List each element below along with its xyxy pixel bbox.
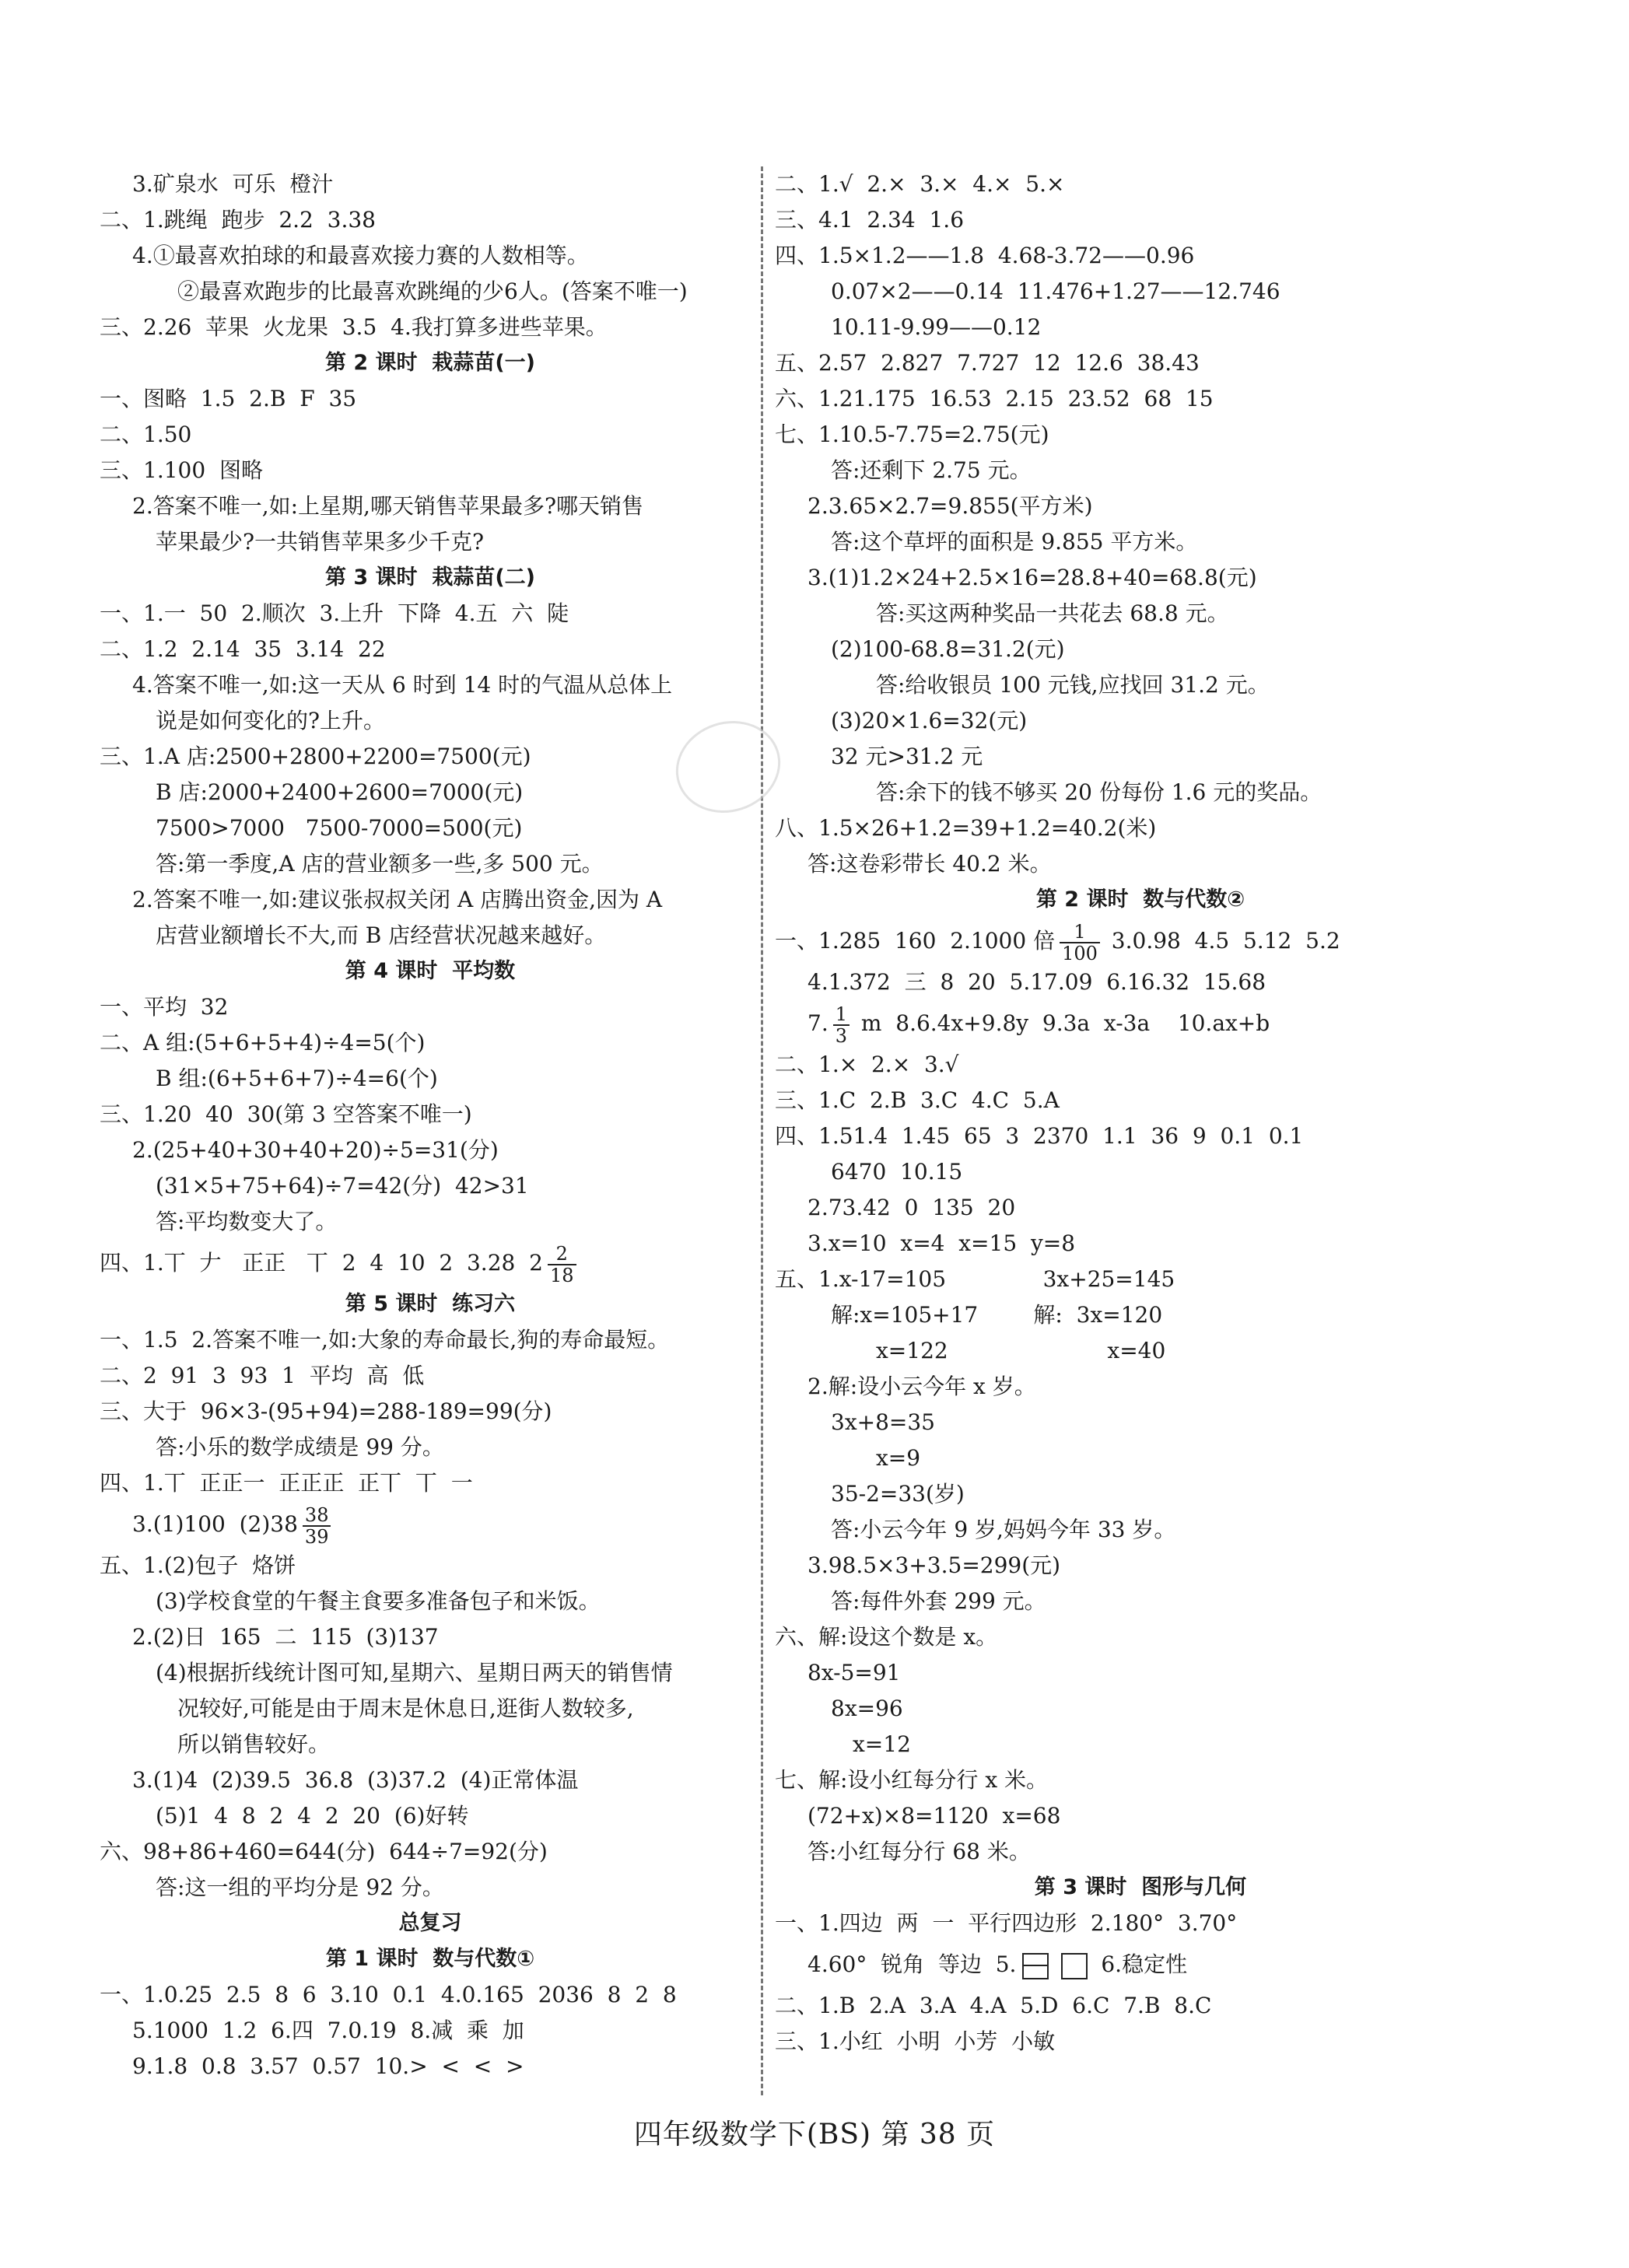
answer-line [100,453,761,488]
line-text: 一、1.四边 两 一 平行四边形 2.180° 3.70° [775,1910,1238,1936]
fraction-numerator: 2 [548,1244,576,1265]
answer-line [775,739,1506,775]
column-divider [761,166,763,2095]
answer-line [100,1691,761,1727]
line-text: 答:这一组的平均分是 92 分。 [156,1874,444,1900]
answer-line [775,1691,1506,1727]
line-text: x=9 [876,1445,921,1471]
answer-line [100,1132,761,1168]
line-text: 一、平均 32 [100,994,229,1020]
answer-line [775,274,1506,310]
answer-line [100,1240,761,1286]
line-text: 第 3 课时 栽蒜苗(二) [324,565,536,590]
line-text: B 店:2000+2400+2600=7000(元) [156,779,524,805]
line-text: 五、1.(2)包子 烙饼 [100,1552,296,1578]
line-text: 二、1.B 2.A 3.A 4.A 5.D 6.C 7.B 8.C [775,1993,1212,2018]
line-text: 三、1.20 40 30(第 3 空答案不唯一) [100,1101,472,1127]
section-heading [775,882,1506,918]
fraction-numerator: 38 [303,1505,331,1527]
line-text: 5.1000 1.2 6.四 7.0.19 8.减 乘 加 [132,2018,524,2043]
fraction [833,1004,850,1046]
line-text: 二、1.50 [100,422,192,447]
answer-line [100,1358,761,1394]
answer-line [100,1097,761,1132]
line-text: 二、1.× 2.× 3.√ [775,1052,959,1077]
answer-line [775,1262,1506,1297]
answer-line [775,1226,1506,1262]
answer-line [100,1394,761,1430]
line-text-tail: m 8.6.4x+9.8y 9.3a x-3a 10.ax+b [854,1010,1270,1036]
line-text: 4.60° 锐角 等边 5. [807,1951,1017,1977]
line-text: x=122 x=40 [876,1338,1166,1363]
square-figure [1061,1953,1088,1979]
answer-line [100,1465,761,1501]
line-text: 2.答案不唯一,如:上星期,哪天销售苹果最多?哪天销售 [132,493,643,519]
line-text: 3.98.5×3+3.5=299(元) [807,1552,1061,1578]
answer-line [100,524,761,560]
line-text: 况较好,可能是由于周末是休息日,逛街人数较多, [177,1696,634,1721]
answer-line [775,1154,1506,1190]
line-text: 答:平均数变大了。 [156,1209,338,1234]
line-text: 4.1.372 三 8 20 5.17.09 6.16.32 15.68 [807,969,1266,995]
line-text: 六、解:设这个数是 x。 [775,1624,998,1650]
line-text: 4.①最喜欢拍球的和最喜欢接力赛的人数相等。 [132,243,589,268]
line-text: 第 3 课时 图形与几何 [1034,1875,1247,1899]
line-text: 3.(1)4 (2)39.5 36.8 (3)37.2 (4)正常体温 [132,1767,579,1793]
answer-line [100,918,761,954]
line-text: 三、1.A 店:2500+2800+2200=7500(元) [100,744,531,769]
line-text-tail: 6.稳定性 [1094,1951,1188,1977]
answer-line [775,1619,1506,1655]
line-text: 三、4.1 2.34 1.6 [775,207,965,233]
line-text: 二、A 组:(5+6+5+4)÷4=5(个) [100,1030,426,1055]
answer-line [775,1941,1506,1988]
line-text: 二、1.2 2.14 35 3.14 22 [100,636,386,662]
answer-line [775,1297,1506,1333]
answer-line [100,417,761,453]
line-text: 一、1.5 2.答案不唯一,如:大象的寿命最长,狗的寿命最短。 [100,1327,670,1353]
fraction-denominator: 3 [835,1024,847,1047]
line-text: 答:这个草坪的面积是 9.855 平方米。 [831,529,1198,555]
answer-line [100,846,761,882]
line-text: 三、2.26 苹果 火龙果 3.5 4.我打算多进些苹果。 [100,314,608,340]
answer-line [775,1655,1506,1691]
fraction-numerator: 1 [1060,922,1100,943]
line-text: 第 5 课时 练习六 [345,1292,516,1316]
answer-line [775,417,1506,453]
section-heading [100,1906,761,1941]
answer-line [775,238,1506,274]
line-text: (5)1 4 8 2 4 2 20 (6)好转 [156,1803,469,1829]
answer-line [100,1584,761,1619]
answer-line [775,1083,1506,1118]
answer-line [100,381,761,417]
line-text: 四、1.丅 𠂇 正正 丅 2 4 10 2 3.28 2 [100,1250,543,1276]
answer-line [100,2049,761,2084]
answer-line [775,488,1506,524]
answer-line [100,1834,761,1870]
line-text: 9.1.8 0.8 3.57 0.57 10.> < < > [132,2053,524,2079]
answer-line [100,882,761,918]
line-text: 第 2 课时 数与代数② [1035,887,1245,912]
line-text: (31×5+75+64)÷7=42(分) 42>31 [156,1173,529,1199]
line-text: (3)20×1.6=32(元) [831,708,1028,733]
fraction-denominator: 18 [549,1264,574,1286]
fraction-denominator: 39 [304,1525,329,1548]
line-text: 三、大于 96×3-(95+94)=288-189=99(分) [100,1398,552,1424]
line-text: 3.矿泉水 可乐 橙汁 [132,171,334,197]
line-text: 一、1.285 160 2.1000 倍 [775,928,1056,954]
line-text: 四、1.丅 正正一 正正正 正丅 丅 一 [100,1470,473,1496]
answer-line [100,632,761,667]
line-text: 6470 10.15 [831,1159,963,1185]
line-text: 3.x=10 x=4 x=15 y=8 [807,1230,1076,1256]
answer-line [775,1440,1506,1476]
answer-line [775,166,1506,202]
answer-line [775,918,1506,964]
answer-line [100,1025,761,1061]
line-text: 答:小云今年 9 岁,妈妈今年 33 岁。 [831,1517,1176,1542]
line-text: 答:买这两种奖品一共花去 68.8 元。 [876,600,1229,626]
line-text: 32 元>31.2 元 [831,744,983,769]
section-heading [100,954,761,989]
line-text: 三、1.100 图略 [100,457,263,483]
line-text: 答:小乐的数学成绩是 99 分。 [156,1434,444,1460]
line-text: 2.答案不唯一,如:建议张叔叔关闭 A 店腾出资金,因为 A [132,887,663,912]
answer-line [775,310,1506,345]
answer-line [775,1333,1506,1369]
section-heading [100,1286,761,1322]
answer-line [775,846,1506,882]
right-column [775,166,1506,2060]
answer-line [100,989,761,1025]
section-heading [775,1870,1506,1906]
answer-line [100,1798,761,1834]
answer-line [100,775,761,810]
line-text: 7. [807,1010,829,1036]
answer-line [100,202,761,238]
answer-line [775,1405,1506,1440]
line-text: 三、1.小红 小明 小芳 小敏 [775,2028,1056,2054]
answer-line [775,381,1506,417]
line-text: 一、1.0.25 2.5 8 6 3.10 0.1 4.0.165 2036 8 2 8 [100,1982,677,2007]
answer-line [775,667,1506,703]
line-text: 四、1.51.4 1.45 65 3 2370 1.1 36 9 0.1 0.1 [775,1123,1304,1149]
answer-line [775,775,1506,810]
answer-line [775,1798,1506,1834]
line-text: 六、98+86+460=644(分) 644÷7=92(分) [100,1839,548,1864]
section-heading [100,560,761,596]
line-text: x=12 [853,1731,911,1757]
answer-line [100,1619,761,1655]
line-text: 35-2=33(岁) [831,1481,965,1507]
line-text: 总复习 [398,1911,462,1935]
answer-line [775,810,1506,846]
answer-line [775,1369,1506,1405]
line-text: 2.(2)日 165 二 115 (3)137 [132,1624,439,1650]
answer-line [775,964,1506,1000]
line-text: 二、1.跳绳 跑步 2.2 3.38 [100,207,376,233]
fraction [1060,922,1100,964]
line-text: 店营业额增长不大,而 B 店经营状况越来越好。 [156,922,607,948]
answer-line [775,1190,1506,1226]
line-text: 答:每件外套 299 元。 [831,1588,1046,1614]
line-text: 2.解:设小云今年 x 岁。 [807,1374,1036,1399]
line-text: 2.73.42 0 135 20 [807,1195,1016,1220]
line-text: 二、1.√ 2.× 3.× 4.× 5.× [775,171,1065,197]
answer-line [100,238,761,274]
line-text: 3x+8=35 [831,1409,935,1435]
line-text: 一、图略 1.5 2.B F 35 [100,386,357,411]
fraction-numerator: 1 [833,1004,850,1026]
page-footer: 四年级数学下(BS) 第 38 页 [633,2119,996,2151]
line-text: 第 2 课时 栽蒜苗(一) [324,351,536,375]
line-text: (4)根据折线统计图可知,星期六、星期日两天的销售情 [156,1660,673,1685]
answer-line [775,703,1506,739]
answer-line [100,1430,761,1465]
line-text: 3.(1)100 (2)38 [132,1511,298,1537]
answer-line [775,1512,1506,1548]
answer-line [100,166,761,202]
line-text: (72+x)×8=1120 x=68 [807,1803,1061,1829]
answer-line [100,1204,761,1240]
line-text: 0.07×2——0.14 11.476+1.27——12.746 [831,278,1280,304]
answer-line [775,1000,1506,1047]
answer-line [100,1870,761,1906]
answer-line [100,1061,761,1097]
answer-line [775,453,1506,488]
answer-line [100,703,761,739]
answer-line [100,739,761,775]
line-text: 所以销售较好。 [177,1731,331,1757]
line-text: 一、1.一 50 2.顺次 3.上升 下降 4.五 六 陡 [100,600,569,626]
answer-line [775,1476,1506,1512]
line-text: 六、1.21.175 16.53 2.15 23.52 68 15 [775,386,1214,411]
line-text: 七、1.10.5-7.75=2.75(元) [775,422,1049,447]
fraction [548,1244,576,1286]
answer-line [775,1047,1506,1083]
line-text: 三、1.C 2.B 3.C 4.C 5.A [775,1087,1060,1113]
left-column [100,166,761,2084]
answer-line [775,345,1506,381]
line-text: 8x-5=91 [807,1660,901,1685]
answer-line [100,2013,761,2049]
line-text: 答:还剩下 2.75 元。 [831,457,1032,483]
line-text: 7500>7000 7500-7000=500(元) [156,815,523,841]
divided-rectangle-figure [1022,1953,1049,1979]
line-text: 答:第一季度,A 店的营业额多一些,多 500 元。 [156,851,604,877]
answer-line [100,1655,761,1691]
line-text: 第 4 课时 平均数 [345,959,516,983]
line-text: 10.11-9.99——0.12 [831,314,1042,340]
fraction-denominator: 100 [1062,942,1098,964]
answer-line [775,1762,1506,1798]
line-text: 8x=96 [831,1696,903,1721]
line-text: 八、1.5×26+1.2=39+1.2=40.2(米) [775,815,1157,841]
line-text: 苹果最少?一共销售苹果多少千克? [156,529,485,555]
line-text: 2.(25+40+30+40+20)÷5=31(分) [132,1137,499,1163]
line-text: 四、1.5×1.2——1.8 4.68-3.72——0.96 [775,243,1195,268]
line-text: 4.答案不唯一,如:这一天从 6 时到 14 时的气温从总体上 [132,672,673,698]
answer-line [100,810,761,846]
answer-line [100,1168,761,1204]
answer-line [100,1977,761,2013]
answer-line [100,1762,761,1798]
line-text: 2.3.65×2.7=9.855(平方米) [807,493,1093,519]
answer-line [775,2024,1506,2060]
line-text: 第 1 课时 数与代数① [325,1947,535,1971]
answer-line [775,560,1506,596]
answer-line [775,1548,1506,1584]
section-heading [100,1941,761,1977]
answer-line [100,667,761,703]
answer-line [100,488,761,524]
answer-line [775,632,1506,667]
answer-line [775,1727,1506,1762]
answer-line [100,1548,761,1584]
answer-line [775,524,1506,560]
line-text: ②最喜欢跑步的比最喜欢跳绳的少6人。(答案不唯一) [177,278,688,304]
answer-line [775,1584,1506,1619]
line-text: 答:小红每分行 68 米。 [807,1839,1031,1864]
line-text: 说是如何变化的?上升。 [156,708,386,733]
answer-line [775,1118,1506,1154]
line-text: 五、2.57 2.827 7.727 12 12.6 38.43 [775,350,1200,376]
answer-line [775,202,1506,238]
line-text: 3.(1)1.2×24+2.5×16=28.8+40=68.8(元) [807,565,1257,590]
line-text: (3)学校食堂的午餐主食要多准备包子和米饭。 [156,1588,601,1614]
answer-line [100,1501,761,1548]
line-text: B 组:(6+5+6+7)÷4=6(个) [156,1066,438,1091]
line-text: 五、1.x-17=105 3x+25=145 [775,1266,1175,1292]
line-text: 二、2 91 3 93 1 平均 高 低 [100,1363,425,1388]
line-text: (2)100-68.8=31.2(元) [831,636,1065,662]
answer-line [100,274,761,310]
answer-line [100,596,761,632]
line-text: 答:给收银员 100 元钱,应找回 31.2 元。 [876,672,1270,698]
answer-line [100,1322,761,1358]
answer-line [100,1727,761,1762]
answer-line [775,596,1506,632]
answer-line [775,1988,1506,2024]
answer-line [100,310,761,345]
fraction [303,1505,331,1547]
answer-line [775,1834,1506,1870]
line-text: 答:余下的钱不够买 20 份每份 1.6 元的奖品。 [876,779,1322,805]
line-text: 解:x=105+17 解: 3x=120 [831,1302,1163,1328]
section-heading [100,345,761,381]
line-text: 答:这卷彩带长 40.2 米。 [807,851,1052,877]
line-text: 七、解:设小红每分行 x 米。 [775,1767,1049,1793]
answer-line [775,1906,1506,1941]
line-text-tail: 3.0.98 4.5 5.12 5.2 [1104,928,1340,954]
